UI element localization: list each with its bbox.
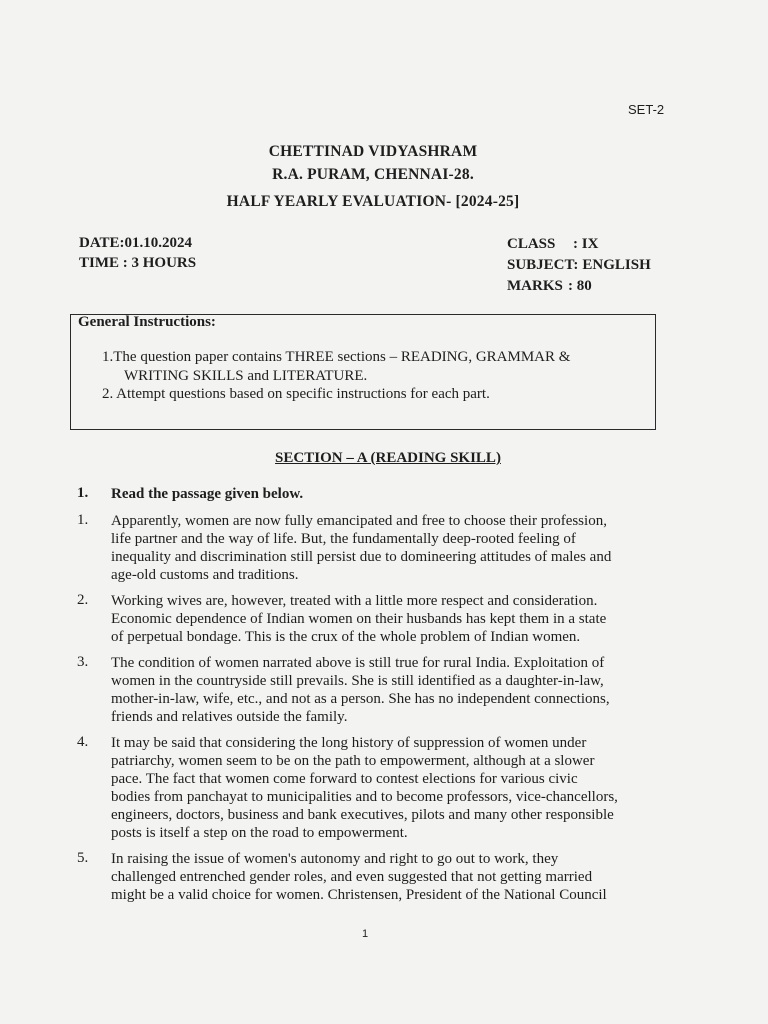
passage-line: might be a valid choice for women. Christensen, President of the National Council (111, 887, 607, 903)
paragraph-number: 1. (77, 512, 89, 528)
question-number: 1. (77, 485, 89, 501)
passage-paragraph-4 (111, 734, 671, 842)
passage-line: patriarchy, women seem to be on the path to empowerment, although at a slower (111, 753, 595, 769)
passage-line: life partner and the way of life. But, the fundamentally deep-rooted feeling of (111, 531, 576, 547)
passage-line: posts is itself a step on the road to empowerment. (111, 825, 408, 841)
passage-line: women in the countryside still prevails. She is still identified as a daughter-in-law, (111, 673, 604, 689)
question-text: Read the passage given below. (111, 486, 304, 502)
paragraph-number: 3. (77, 654, 89, 670)
marks-row (507, 276, 651, 297)
class-label: CLASS (507, 236, 556, 252)
marks-label: MARKS (507, 278, 563, 294)
paragraph-number: 2. (77, 592, 89, 608)
passage-line: inequality and discrimination still persist due to domineering attitudes of males and (111, 549, 612, 565)
exam-title: HALF YEARLY EVALUATION- [2024-25] (226, 193, 520, 210)
passage-line: mother-in-law, wife, etc., and not as a person. She has no independent connections, (111, 691, 610, 707)
passage-line: engineers, doctors, business and bank executives, pilots and many other responsible (111, 807, 614, 823)
passage-line: Working wives are, however, treated with a little more respect and consideration. (111, 593, 598, 609)
subject-row (507, 255, 651, 276)
passage-line: Economic dependence of Indian women on their husbands has kept them in a state (111, 611, 607, 627)
class-value: : IX (573, 236, 599, 252)
exam-time: TIME : 3 HOURS (79, 255, 197, 271)
passage-line: challenged entrenched gender roles, and even suggested that not getting married (111, 869, 593, 885)
subject-label: SUBJECT: (507, 257, 579, 273)
school-name: CHETTINAD VIDYASHRAM (268, 143, 478, 160)
school-address: R.A. PURAM, CHENNAI-28. (272, 166, 474, 183)
exam-meta-left (79, 233, 196, 273)
passage-line: Apparently, women are now fully emancipated and free to choose their profession, (111, 513, 607, 529)
subject-value: ENGLISH (582, 257, 651, 273)
exam-meta-right (507, 234, 651, 297)
instruction-item-1 (102, 348, 570, 386)
passage-paragraph-3 (111, 654, 671, 726)
section-heading: SECTION – A (READING SKILL) (275, 450, 501, 466)
instruction-1-line-1: 1.The question paper contains THREE sections – READING, GRAMMAR & (102, 349, 571, 365)
passage-paragraph-5 (111, 850, 671, 904)
exam-date: DATE:01.10.2024 (79, 235, 193, 251)
passage-paragraph-2 (111, 592, 671, 646)
set-label: SET-2 (628, 102, 665, 117)
paragraph-number: 5. (77, 850, 89, 866)
passage-line: age-old customs and traditions. (111, 567, 299, 583)
passage-line: pace. The fact that women come forward to contest elections for various civic (111, 771, 578, 787)
passage-paragraph-1 (111, 512, 671, 584)
instruction-1-line-2: WRITING SKILLS and LITERATURE. (124, 368, 368, 384)
page-number: 1 (362, 928, 369, 940)
passage-line: bodies from panchayat to municipalities and to become professors, vice-chancellors, (111, 789, 618, 805)
marks-value: : 80 (568, 278, 592, 294)
passage-line: It may be said that considering the long history of suppression of women under (111, 735, 587, 751)
class-row (507, 234, 651, 255)
instruction-item-2: 2. Attempt questions based on specific instructions for each part. (102, 386, 490, 402)
passage-line: of perpetual bondage. This is the crux of the whole problem of Indian women. (111, 629, 581, 645)
paragraph-number: 4. (77, 734, 89, 750)
passage-line: friends and relatives outside the family. (111, 709, 348, 725)
passage-line: The condition of women narrated above is still true for rural India. Exploitation of (111, 655, 605, 671)
instructions-title: General Instructions: (78, 314, 216, 330)
passage-line: In raising the issue of women's autonomy and right to go out to work, they (111, 851, 559, 867)
